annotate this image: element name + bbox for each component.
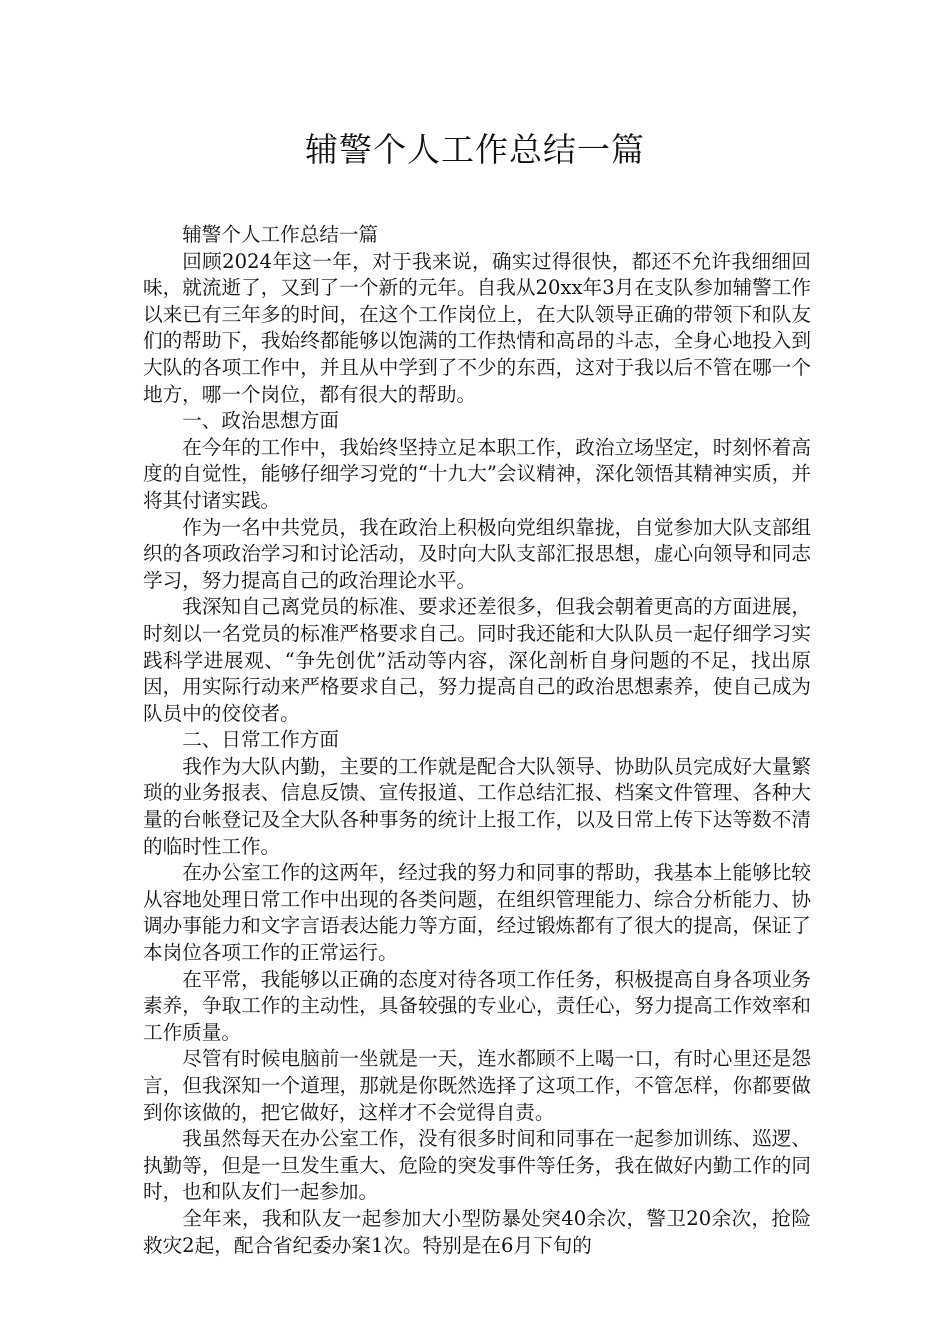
- paragraph-daily-5: 我虽然每天在办公室工作，没有很多时间和同事在一起参加训练、巡逻、执勤等，但是一旦发生重大、危险的突发事件等任务，我在做好内勤工作的同时，也和队友们一起参加。: [143, 1127, 811, 1204]
- section-heading-politics: 一、政治思想方面: [182, 409, 339, 433]
- section-heading-daily-work: 二、日常工作方面: [182, 728, 339, 752]
- paragraph-politics-1: 在今年的工作中，我始终坚持立足本职工作，政治立场坚定，时刻怀着高度的自觉性，能够仔细学习党的“十九大”会议精神，深化领悟其精神实质，并将其付诸实践。: [143, 435, 811, 512]
- paragraph-daily-1: 我作为大队内勤，主要的工作就是配合大队领导、协助队员完成好大量繁琐的业务报表、信息反馈、宣传报道、工作总结汇报、档案文件管理、各种大量的台帐登记及全大队各种事务的统计上报工作，以及日常上传下达等数不清的临时性工作。: [143, 754, 811, 858]
- paragraph-daily-4: 尽管有时候电脑前一坐就是一天，连水都顾不上喝一口，有时心里还是怨言，但我深知一个道理，那就是你既然选择了这项工作，不管怎样，你都要做到你该做的，把它做好，这样才不会觉得自责。: [143, 1047, 811, 1124]
- paragraph-daily-2: 在办公室工作的这两年，经过我的努力和同事的帮助，我基本上能够比较从容地处理日常工作中出现的各类问题，在组织管理能力、综合分析能力、协调办事能力和文字言语表达能力等方面，经过锻炼都有了很大的提高，保证了本岗位各项工作的正常运行。: [143, 861, 811, 965]
- document-subtitle: 辅警个人工作总结一篇: [182, 223, 379, 246]
- paragraph-daily-6: 全年来，我和队友一起参加大小型防暴处突40余次，警卫20余次，抢险救灾2起，配合省纪委办案1次。特别是在6月下旬的: [143, 1206, 811, 1257]
- paragraph-intro: 回顾2024年这一年，对于我来说，确实过得很快，都还不允许我细细回味，就流逝了，又到了一个新的元年。自我从20xx年3月在支队参加辅警工作以来已有三年多的时间，在这个工作岗位上，在大队领导正确的带领下和队友们的帮助下，我始终都能够以饱满的工作热情和高昂的斗志，全身心地投入到大队的各项工作中，并且从中学到了不少的东西，这对于我以后不管在哪一个地方，哪一个岗位，都有很大的帮助。: [143, 249, 811, 406]
- paragraph-daily-3: 在平常，我能够以正确的态度对待各项工作任务，积极提高自身各项业务素养，争取工作的主动性，具备较强的专业心，责任心，努力提高工作效率和工作质量。: [143, 967, 811, 1044]
- paragraph-politics-3: 我深知自己离党员的标准、要求还差很多，但我会朝着更高的方面进展，时刻以一名党员的标准严格要求自己。同时我还能和大队队员一起仔细学习实践科学进展观、“争先创优”活动等内容，深化剖析自身问题的不足，找出原因，用实际行动来严格要求自己，努力提高自己的政治思想素养，使自己成为队员中的佼佼者。: [143, 595, 811, 725]
- document-title: 辅警个人工作总结一篇: [305, 130, 645, 169]
- document-body: [143, 222, 811, 1259]
- paragraph-politics-2: 作为一名中共党员，我在政治上积极向党组织靠拢，自觉参加大队支部组织的各项政治学习和讨论活动，及时向大队支部汇报思想，虚心向领导和同志学习，努力提高自己的政治理论水平。: [143, 515, 811, 592]
